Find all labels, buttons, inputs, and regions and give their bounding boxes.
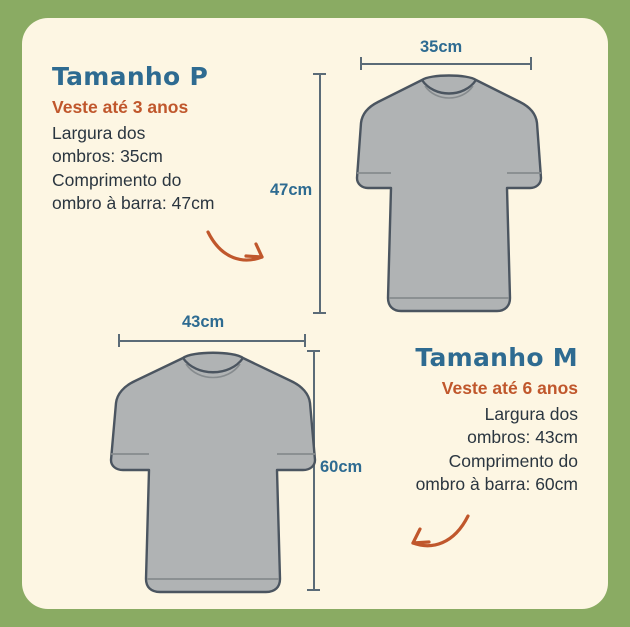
curved-arrow-icon-p [204,226,274,272]
size-m-measure-3: Comprimento do [448,450,578,471]
size-p-height-tick-top [313,73,326,75]
size-m-measure-4: ombro à barra: 60cm [415,473,578,494]
size-p-width-label: 35cm [420,38,463,56]
size-m-measure-1: Largura dos [484,404,578,424]
size-p-measure-4: ombro à barra: 47cm [52,192,215,213]
size-p-measure-3: Comprimento do [52,169,182,190]
size-p-measure-1: Largura dos [52,123,146,143]
size-m-title: Tamanho M [415,343,578,372]
size-m-width-tick-right [304,334,306,347]
size-m-width-rule [118,340,306,342]
size-m-height-label: 60cm [320,458,363,476]
tshirt-icon-p [344,70,554,320]
size-m-width-tick-left [118,334,120,347]
size-m-measure-2: ombros: 43cm [467,427,578,448]
size-p-width-tick-left [360,57,362,70]
size-chart-card [22,18,608,609]
size-p-title: Tamanho P [52,62,209,91]
size-m-age: Veste até 6 anos [441,378,578,398]
size-p-age: Veste até 3 anos [52,97,189,117]
size-block-p [52,62,214,215]
size-block-m [415,343,578,496]
size-p-height-rule [319,73,321,313]
size-p-width-tick-right [530,57,532,70]
size-p-width-rule [360,63,532,65]
curved-arrow-icon-m [404,508,474,558]
size-m-width-label: 43cm [182,313,225,331]
tshirt-icon-m [97,348,329,598]
size-p-height-label: 47cm [270,181,313,199]
size-p-measure-2: ombros: 35cm [52,146,163,167]
size-p-height-tick-bottom [313,312,326,314]
